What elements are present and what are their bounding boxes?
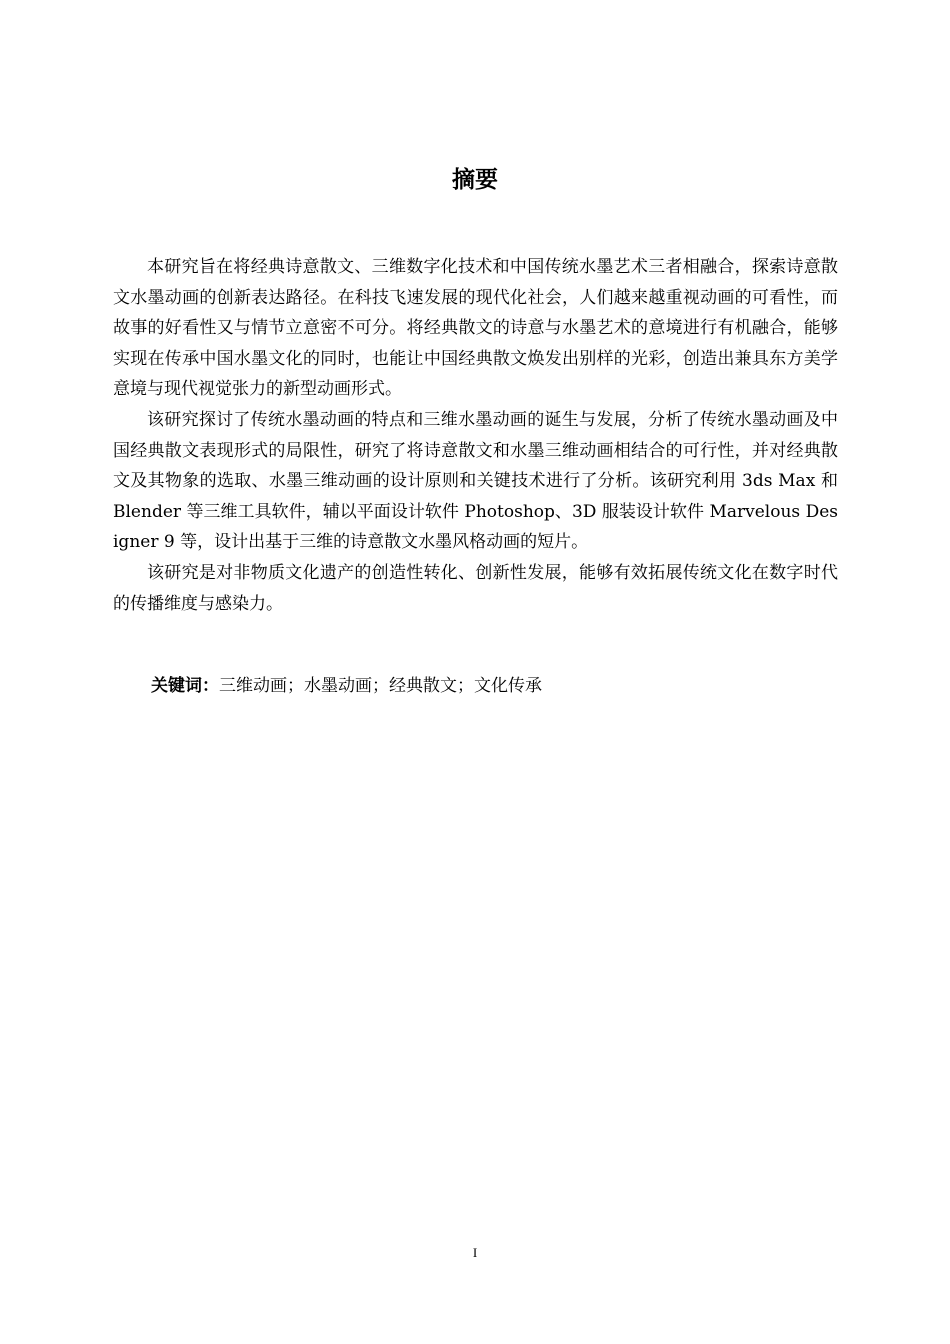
abstract-paragraph-3: 该研究是对非物质文化遗产的创造性转化、创新性发展，能够有效拓展传统文化在数字时代的传播维度与感染力。: [113, 562, 838, 614]
abstract-title: 摘要: [452, 167, 498, 193]
abstract-paragraph-2: 该研究探讨了传统水墨动画的特点和三维水墨动画的诞生与发展，分析了传统水墨动画及中国经典散文表现形式的局限性，研究了将诗意散文和水墨三维动画相结合的可行性，并对经典散文及其物象的选取、水墨三维动画的设计原则和关键技术进行了分析。该研究利用 3ds Max 和 Blender 等三维工具软件，辅以平面设计软件 Photoshop、3D 服装设计软件 Marvelous Designer 9 等，设计出基于三维的诗意散文水墨风格动画的短片。: [113, 409, 838, 553]
keywords-label: 关键词：: [151, 676, 219, 696]
abstract-body: [113, 252, 838, 619]
page-number: I: [472, 1245, 478, 1260]
keywords-line: [151, 671, 841, 701]
abstract-paragraph-1: 本研究旨在将经典诗意散文、三维数字化技术和中国传统水墨艺术三者相融合，探索诗意散文水墨动画的创新表达路径。在科技飞速发展的现代化社会，人们越来越重视动画的可看性，而故事的好看性又与情节立意密不可分。将经典散文的诗意与水墨艺术的意境进行有机融合，能够实现在传承中国水墨文化的同时，也能让中国经典散文焕发出别样的光彩，创造出兼具东方美学意境与现代视觉张力的新型动画形式。: [113, 257, 838, 400]
keywords-text: 三维动画；水墨动画；经典散文；文化传承: [219, 676, 542, 696]
